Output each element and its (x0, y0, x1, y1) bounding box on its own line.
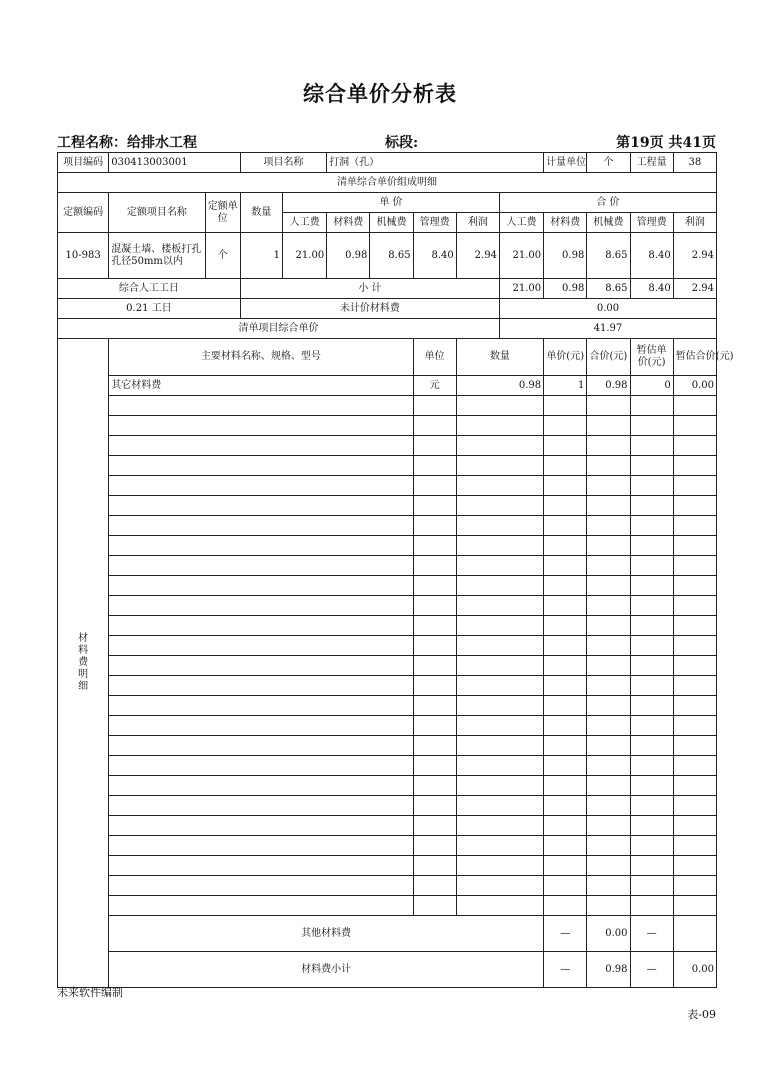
quota-qty-header: 数量 (240, 193, 282, 233)
blank-row (58, 496, 717, 516)
unit-value: 个 (587, 153, 630, 173)
blank-row (58, 616, 717, 636)
blank-row (58, 476, 717, 496)
material-qty-header: 数量 (456, 339, 543, 376)
quota-name: 混凝土墙、楼板打孔 孔径50mm以内 (109, 233, 205, 279)
blank-row (58, 516, 717, 536)
section-label: 标段: (385, 135, 419, 151)
blank-row (58, 556, 717, 576)
blank-row (58, 836, 717, 856)
subtotal-labor: 21.00 (499, 279, 543, 299)
subtotal-profit: 2.94 (673, 279, 716, 299)
composite-value: 41.97 (499, 319, 716, 339)
unit-labor-header: 人工费 (283, 213, 327, 233)
material-qty: 0.98 (456, 376, 543, 396)
material-unit-header: 单位 (413, 339, 456, 376)
subtotal-machine: 8.65 (587, 279, 630, 299)
material-subtotal-est-unit: — (630, 952, 673, 988)
unit-labor: 21.00 (283, 233, 327, 279)
material-total-price-header: 合价(元) (587, 339, 630, 376)
total-material-header: 材料费 (544, 213, 587, 233)
unit-profit: 2.94 (456, 233, 499, 279)
total-profit-header: 利润 (673, 213, 716, 233)
workday-row (58, 299, 717, 319)
total-mgmt-header: 管理费 (630, 213, 673, 233)
blank-row (58, 876, 717, 896)
blank-row (58, 436, 717, 456)
unit-machine-header: 机械费 (370, 213, 413, 233)
total-group-header: 合 价 (499, 193, 716, 213)
quota-unit-header: 定额单位 (205, 193, 240, 233)
total-labor-header: 人工费 (499, 213, 543, 233)
total-mgmt: 8.40 (630, 233, 673, 279)
blank-row (58, 736, 717, 756)
quota-unit: 个 (205, 233, 240, 279)
quota-code-header: 定额编码 (58, 193, 109, 233)
blank-row (58, 416, 717, 436)
unit-profit-header: 利润 (456, 213, 499, 233)
unit-mgmt-header: 管理费 (413, 213, 456, 233)
unpriced-material-value: 0.00 (499, 299, 716, 319)
other-material-total: 0.00 (587, 916, 630, 952)
material-est-unit-price: 0 (630, 376, 673, 396)
material-unit: 元 (413, 376, 456, 396)
material-name-header: 主要材料名称、规格、型号 (109, 339, 413, 376)
code-value: 030413003001 (109, 153, 241, 173)
material-unit-price: 1 (544, 376, 587, 396)
footer-form-number: 表-09 (687, 1008, 716, 1021)
material-est-unit-header: 暂估单价(元) (630, 339, 673, 376)
material-total-price: 0.98 (587, 376, 630, 396)
quota-qty: 1 (240, 233, 282, 279)
blank-row (58, 896, 717, 916)
total-material: 0.98 (544, 233, 587, 279)
blank-row (58, 536, 717, 556)
footer-software: 未来软件编制 (57, 986, 123, 999)
name-value: 打洞（孔） (327, 153, 544, 173)
blank-row (58, 776, 717, 796)
qty-value: 38 (673, 153, 716, 173)
name-label: 项目名称 (240, 153, 326, 173)
blank-row (58, 676, 717, 696)
subtotal-mgmt: 8.40 (630, 279, 673, 299)
other-material-label: 其他材料费 (109, 916, 544, 952)
other-material-row (58, 916, 717, 952)
blank-row (58, 396, 717, 416)
quota-row (58, 233, 717, 279)
subtotal-material: 0.98 (544, 279, 587, 299)
total-machine: 8.65 (587, 233, 630, 279)
unit-price-group-header: 单 价 (283, 193, 500, 213)
quota-code: 10-983 (58, 233, 109, 279)
subtotal-row (58, 279, 717, 299)
page-title: 综合单价分析表 (303, 81, 457, 106)
material-subtotal-row (58, 952, 717, 988)
composition-title: 清单综合单价组成明细 (58, 173, 717, 193)
material-unit-price-header: 单价(元) (544, 339, 587, 376)
project-name: 工程名称：给排水工程 (57, 135, 197, 151)
other-material-unit-price: — (544, 916, 587, 952)
page-number: 第19页 共41页 (616, 135, 716, 151)
blank-row (58, 816, 717, 836)
blank-row (58, 596, 717, 616)
blank-row (58, 656, 717, 676)
material-row (58, 376, 717, 396)
other-material-est-total (673, 916, 716, 952)
unpriced-material-label: 未计价材料费 (240, 299, 499, 319)
material-subtotal-est-total: 0.00 (673, 952, 716, 988)
material-header-row (58, 339, 717, 376)
unit-machine: 8.65 (370, 233, 413, 279)
unit-label: 计量单位 (544, 153, 587, 173)
blank-row (58, 756, 717, 776)
blank-row (58, 636, 717, 656)
unit-mgmt: 8.40 (413, 233, 456, 279)
unit-material-header: 材料费 (327, 213, 370, 233)
blank-row (58, 716, 717, 736)
total-machine-header: 机械费 (587, 213, 630, 233)
blank-row (58, 456, 717, 476)
blank-row (58, 576, 717, 596)
quota-header-row (58, 193, 717, 213)
blank-row (58, 696, 717, 716)
composite-row (58, 319, 717, 339)
total-labor: 21.00 (499, 233, 543, 279)
material-est-total-price: 0.00 (673, 376, 716, 396)
material-name: 其它材料费 (109, 376, 413, 396)
composite-label: 清单项目综合单价 (58, 319, 500, 339)
total-profit: 2.94 (673, 233, 716, 279)
analysis-table (57, 152, 734, 988)
blank-row (58, 856, 717, 876)
blank-row (58, 796, 717, 816)
material-subtotal-label: 材料费小计 (109, 952, 544, 988)
qty-label: 工程量 (630, 153, 673, 173)
material-subtotal-unit-price: — (544, 952, 587, 988)
quota-name-header: 定额项目名称 (109, 193, 205, 233)
unit-material: 0.98 (327, 233, 370, 279)
subtotal-label: 小 计 (240, 279, 499, 299)
labor-days-label: 综合人工工日 (58, 279, 241, 299)
info-row (58, 153, 717, 173)
material-side-label: 材料费明细 (58, 339, 109, 988)
material-est-total-header: 暂估合价(元) (673, 339, 716, 376)
material-subtotal-total: 0.98 (587, 952, 630, 988)
other-material-est-unit: — (630, 916, 673, 952)
workdays-value: 0.21 工日 (58, 299, 241, 319)
code-label: 项目编码 (58, 153, 109, 173)
